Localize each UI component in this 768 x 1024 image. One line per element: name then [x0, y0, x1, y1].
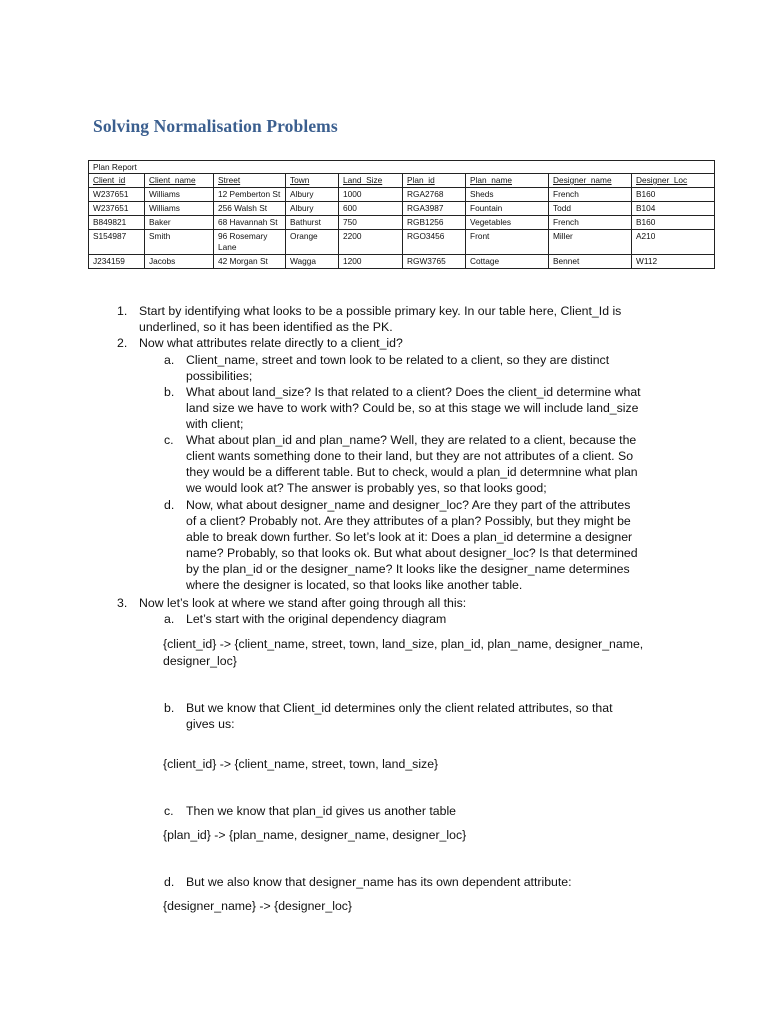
dependency-expression: designer_loc} [163, 654, 237, 668]
table-cell: RGB1256 [403, 216, 466, 230]
substep-text: Then we know that plan_id gives us another table [186, 804, 457, 818]
table-row [89, 255, 715, 269]
table-row [89, 188, 715, 202]
table-cell: 96 Rosemary Lane [214, 230, 286, 255]
substep-letter: a. [164, 612, 175, 626]
table-cell: Albury [286, 188, 339, 202]
step-number: 2. [117, 336, 128, 350]
table-cell: Baker [145, 216, 214, 230]
table-row [89, 230, 715, 255]
table-cell: 750 [339, 216, 403, 230]
dependency-expression: {designer_name} -> {designer_loc} [163, 899, 353, 913]
column-header: Designer_name [549, 174, 632, 188]
substep-text: able to break down further. So let’s look at it: Does a plan_id determine a designer [186, 530, 633, 544]
column-header: Designer_Loc [632, 174, 715, 188]
table-cell: W237651 [89, 188, 145, 202]
step-text: underlined, so it has been identified as the PK. [139, 320, 393, 334]
substep-text: But we know that Client_id determines only the client related attributes, so that [186, 701, 613, 715]
column-header: Client_id [89, 174, 145, 188]
page-title: Solving Normalisation Problems [93, 116, 338, 136]
substep-letter: b. [164, 385, 175, 399]
plan-report-table [88, 160, 715, 269]
table-cell: 68 Havannah St [214, 216, 286, 230]
table-cell: Fountain [466, 202, 549, 216]
column-header: Town [286, 174, 339, 188]
table-cell: S154987 [89, 230, 145, 255]
substep-text: gives us: [186, 717, 235, 731]
table-cell: Albury [286, 202, 339, 216]
table-cell: Wagga [286, 255, 339, 269]
step-number: 3. [117, 596, 128, 610]
step-number: 1. [117, 304, 128, 318]
table-cell: RGA2768 [403, 188, 466, 202]
substep-letter: a. [164, 353, 175, 367]
substep-text: of a client? Probably not. Are they attributes of a plan? Possibly, but they might be [186, 514, 631, 528]
step-text: Now let’s look at where we stand after going through all this: [139, 596, 467, 610]
dependency-expression: {client_id} -> {client_name, street, town, land_size, plan_id, plan_name, designer_name, [163, 637, 644, 651]
substep-letter: b. [164, 701, 175, 715]
table-cell: B104 [632, 202, 715, 216]
substep-text: client wants something done to their land, but they are not attributes of a client. So [186, 449, 634, 463]
table-cell: Miller [549, 230, 632, 255]
table-cell: 256 Walsh St [214, 202, 286, 216]
table-cell: French [549, 216, 632, 230]
substep-letter: d. [164, 498, 175, 512]
substep-text: But we also know that designer_name has its own dependent attribute: [186, 875, 572, 889]
table-row [89, 202, 715, 216]
table-cell: RGO3456 [403, 230, 466, 255]
table-cell: W237651 [89, 202, 145, 216]
table-cell: 1200 [339, 255, 403, 269]
column-header: Client_name [145, 174, 214, 188]
column-header: Plan_id [403, 174, 466, 188]
table-cell: B160 [632, 216, 715, 230]
substep-text: possibilities; [186, 369, 253, 383]
substep-text: where the designer is located, so that looks like another table. [186, 578, 523, 592]
substep-text: What about plan_id and plan_name? Well, they are related to a client, because the [186, 433, 637, 447]
column-header: Land_Size [339, 174, 403, 188]
substep-text: land size we have to work with? Could be, so at this stage we will include land_size [186, 401, 639, 415]
table-cell: Todd [549, 202, 632, 216]
table-cell: Orange [286, 230, 339, 255]
substep-letter: c. [164, 433, 174, 447]
column-header: Street [214, 174, 286, 188]
table-cell: Front [466, 230, 549, 255]
substep-text: name? Probably, so that looks ok. But what about designer_loc? Is that determined [186, 546, 638, 560]
substep-text: Client_name, street and town look to be related to a client, so they are distinct [186, 353, 610, 367]
substep-text: they would be a different table. But to check, would a plan_id determnine what plan [186, 465, 638, 479]
substep-letter: c. [164, 804, 174, 818]
substep-text: we would look at? The answer is probably yes, so that looks good; [186, 481, 547, 495]
table-cell: Jacobs [145, 255, 214, 269]
table-cell: A210 [632, 230, 715, 255]
table-cell: B160 [632, 188, 715, 202]
dependency-expression: {plan_id} -> {plan_name, designer_name, designer_loc} [163, 828, 467, 842]
table-cell: Bennet [549, 255, 632, 269]
substep-text: by the plan_id or the designer_name? It looks like the designer_name determines [186, 562, 630, 576]
column-header: Plan_name [466, 174, 549, 188]
substep-letter: d. [164, 875, 175, 889]
table-cell: 1000 [339, 188, 403, 202]
dependency-expression: {client_id} -> {client_name, street, town, land_size} [163, 757, 439, 771]
table-cell: 2200 [339, 230, 403, 255]
table-caption: Plan Report [89, 161, 715, 174]
table-cell: French [549, 188, 632, 202]
table-cell: Bathurst [286, 216, 339, 230]
table-cell: Cottage [466, 255, 549, 269]
table-cell: B849821 [89, 216, 145, 230]
table-cell: Sheds [466, 188, 549, 202]
table-cell: RGA3987 [403, 202, 466, 216]
table-header-row [89, 174, 715, 188]
step-text: Now what attributes relate directly to a client_id? [139, 336, 403, 350]
substep-text: What about land_size? Is that related to a client? Does the client_id determine what [186, 385, 641, 399]
table-cell: 42 Morgan St [214, 255, 286, 269]
step-text: Start by identifying what looks to be a possible primary key. In our table here, Client_Id is [139, 304, 622, 318]
table-cell: Smith [145, 230, 214, 255]
substep-text: Let’s start with the original dependency diagram [186, 612, 447, 626]
substep-text: with client; [186, 417, 244, 431]
table-row [89, 216, 715, 230]
table-cell: Vegetables [466, 216, 549, 230]
table-cell: W112 [632, 255, 715, 269]
substep-text: Now, what about designer_name and designer_loc? Are they part of the attributes [186, 498, 631, 512]
table-cell: 600 [339, 202, 403, 216]
table-cell: RGW3765 [403, 255, 466, 269]
table-cell: Williams [145, 188, 214, 202]
table-cell: Williams [145, 202, 214, 216]
table-cell: 12 Pemberton St [214, 188, 286, 202]
table-cell: J234159 [89, 255, 145, 269]
